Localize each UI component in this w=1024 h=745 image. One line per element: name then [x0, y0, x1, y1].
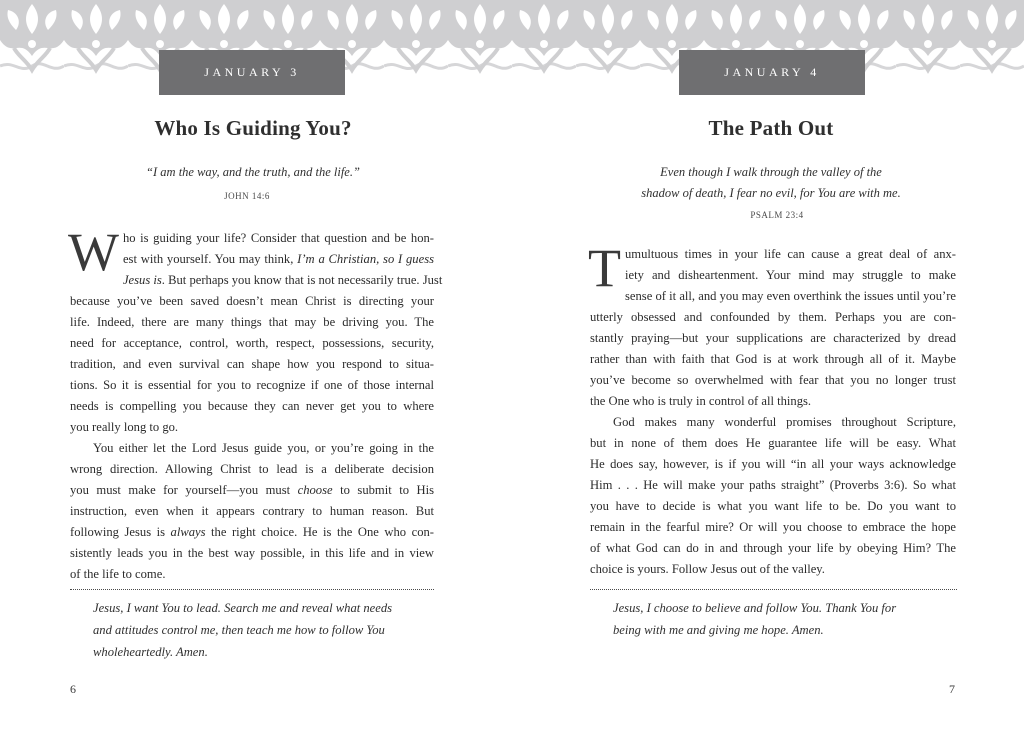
body-line: sense of it all, and you may even overthink the issues until you’re: [625, 289, 956, 303]
body-line: life. Indeed, there are many things that may be driving you. The: [70, 315, 434, 329]
scripture-reference: JOHN 14:6: [224, 191, 270, 201]
body-line: needs is compelling you because they can never get you to where: [70, 399, 434, 413]
devotional-body: [588, 238, 956, 580]
devotional-title: The Path Out: [708, 116, 834, 140]
body-line: you have to decide is what you want life to be. Do you want to: [590, 499, 956, 513]
dotted-divider: [70, 589, 434, 590]
body-line: wrong direction. Allowing Christ to lead is a deliberate decision: [70, 462, 434, 476]
body-line: instruction, even when it appears contrary to human reason. But: [70, 504, 434, 518]
drop-cap: T: [588, 238, 621, 298]
devotional-title: Who Is Guiding You?: [154, 116, 352, 140]
body-line: iety and disheartenment. Your mind may struggle to make: [625, 268, 956, 282]
text-run: . But perhaps you know that is not necessarily true. Just: [161, 273, 443, 287]
body-line: You either let the Lord Jesus guide you, or you’re going in the: [93, 441, 434, 455]
scripture-verse: [0, 162, 506, 183]
prayer-line: Jesus, I want You to lead. Search me and reveal what needs: [93, 601, 393, 615]
body-line: [70, 270, 443, 291]
body-line: [70, 522, 434, 543]
verse-line: “I am the way, and the truth, and the life.”: [146, 165, 360, 179]
italic-text: always: [170, 525, 206, 539]
body-line: you’ve become so overwhelmed with fear that you no longer trust: [590, 373, 956, 387]
paragraph-2: [70, 438, 434, 585]
body-line: of what God can do in and through your life by obeying Him? The: [590, 541, 956, 555]
text-run: you must make for yourself—you must: [70, 483, 298, 497]
page-number: 7: [949, 682, 955, 696]
body-line: choice is yours. Follow Jesus out of the valley.: [590, 562, 825, 576]
drop-cap: W: [68, 222, 119, 282]
body-line: God makes many wonderful promises throughout Scripture,: [613, 415, 956, 429]
paragraph-1: [68, 222, 443, 438]
body-line: Him . . . He will make your paths straight” (Proverbs 3:6). So what: [590, 478, 956, 492]
paragraph-1: [588, 238, 956, 412]
prayer-line: and attitudes control me, then teach me how to follow You: [93, 623, 385, 637]
body-line: [70, 480, 434, 501]
body-line: tradition, and even survival can shape how you respond to situa-: [70, 357, 434, 371]
prayer-line: being with me and giving me hope. Amen.: [613, 623, 824, 637]
prayer-line: wholeheartedly. Amen.: [93, 645, 208, 659]
text-run: est with yourself. You may think,: [122, 252, 298, 266]
body-line: utterly obsessed and confounded by them. Perhaps you are con-: [590, 310, 956, 324]
right-page: [512, 0, 1024, 745]
body-line: remain in the fearful mire? Or will you choose to embrace the hope: [590, 520, 956, 534]
body-line: stantly praying—but your supplications are characterized by dread: [590, 331, 956, 345]
body-line: you really long to go.: [70, 420, 179, 434]
text-run: following Jesus is: [70, 525, 171, 539]
dotted-divider: [590, 589, 957, 590]
body-line: because you’ve been saved doesn’t mean Christ is directing your: [70, 294, 434, 308]
italic-text: I’m a Christian, so I guess: [297, 252, 434, 266]
date-tab-january-3: JANUARY 3: [159, 50, 345, 95]
verse-line: Even though I walk through the valley of the: [660, 165, 882, 179]
body-line: [70, 249, 434, 270]
devotional-body: [68, 222, 443, 585]
body-line: but in none of them does He guarantee life will be easy. What: [590, 436, 956, 450]
paragraph-2: [590, 412, 956, 580]
text-run: to submit to His: [332, 483, 435, 497]
body-line: tions. So it is essential for you to recognize if one of those internal: [70, 378, 434, 392]
text-run: the right choice. He is the One who con-: [205, 525, 434, 539]
body-line: rather than with faith that God is at work through all of it. Maybe: [590, 352, 956, 366]
date-tab-january-4: JANUARY 4: [679, 50, 865, 95]
verse-line: shadow of death, I fear no evil, for You are with me.: [641, 186, 901, 200]
body-line: need for acceptance, control, worth, respect, possessions, security,: [70, 336, 434, 350]
prayer-line: Jesus, I choose to believe and follow You. Thank You for: [613, 601, 897, 615]
body-line: sistently leads you in the best way possible, in this life and in view: [70, 546, 434, 560]
prayer: [613, 597, 953, 641]
body-line: ho is guiding your life? Consider that question and be hon-: [122, 231, 434, 245]
body-line: of the life to come.: [70, 567, 166, 581]
page-number: 6: [70, 682, 76, 696]
italic-text: choose: [297, 483, 333, 497]
body-line: umultuous times in your life can cause a great deal of anx-: [625, 247, 956, 261]
body-line: He does say, however, is if you will “in all your ways acknowledge: [590, 457, 956, 471]
body-line: the One who is truly in control of all things.: [590, 394, 812, 408]
scripture-verse: [512, 162, 1024, 204]
italic-text: Jesus is: [122, 273, 162, 287]
prayer: [93, 597, 433, 663]
scripture-reference: PSALM 23:4: [750, 210, 804, 220]
